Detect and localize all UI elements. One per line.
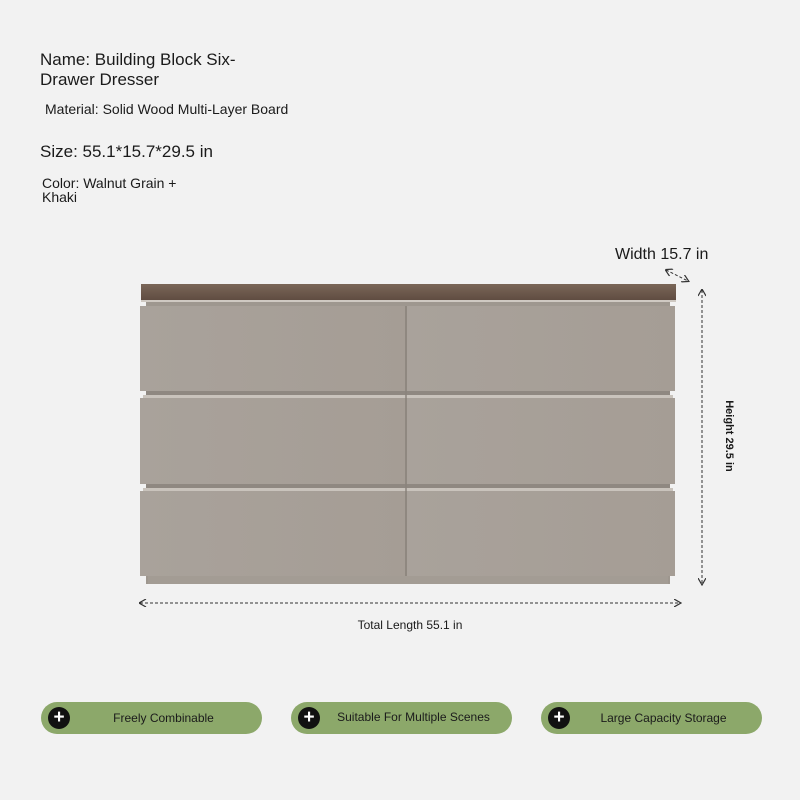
drawer-2 bbox=[407, 306, 675, 391]
product-color: Color: Walnut Grain + Khaki bbox=[42, 175, 177, 205]
product-name: Name: Building Block Six-Drawer Dresser bbox=[40, 50, 236, 89]
drawer-6 bbox=[407, 491, 675, 576]
feature-label: Freely Combinable bbox=[113, 711, 214, 725]
dresser-base bbox=[148, 576, 668, 584]
length-label: Total Length 55.1 in bbox=[357, 618, 463, 632]
feature-badge-multiple-scenes bbox=[291, 702, 512, 734]
feature-badge-large-capacity bbox=[541, 702, 762, 734]
width-dimension-line bbox=[666, 270, 688, 281]
dresser-top bbox=[141, 284, 676, 301]
feature-label: Large Capacity Storage bbox=[600, 711, 727, 725]
product-size: Size: 55.1*15.7*29.5 in bbox=[40, 142, 213, 161]
drawer-1 bbox=[140, 306, 405, 391]
product-material: Material: Solid Wood Multi-Layer Board bbox=[45, 101, 289, 117]
height-label: Height 29.5 in bbox=[723, 400, 735, 472]
drawer-4 bbox=[407, 398, 675, 484]
width-label: Width 15.7 in bbox=[615, 246, 709, 263]
feature-badge-freely-combinable bbox=[41, 702, 262, 734]
drawer-5 bbox=[140, 491, 405, 576]
plus-icon: + bbox=[48, 707, 70, 729]
plus-icon: + bbox=[298, 707, 320, 729]
drawer-3 bbox=[140, 398, 405, 484]
feature-label: Suitable For Multiple Scenes bbox=[337, 710, 490, 724]
plus-icon: + bbox=[548, 707, 570, 729]
